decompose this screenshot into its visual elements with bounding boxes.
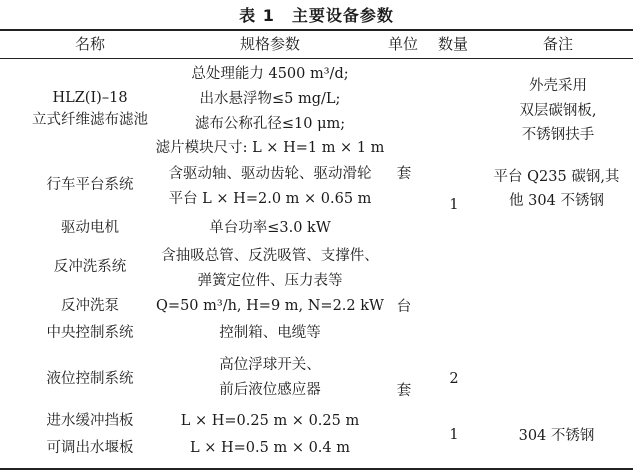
row-hlz-name-2: 立式纤维滤布滤池 — [32, 112, 148, 128]
row-weir-spec: L × H=0.5 m × 0.4 m — [190, 440, 350, 456]
row-backwash-spec-1: 含抽吸总管、反洗吸管、支撑件、 — [161, 248, 379, 264]
row-car-note-1: 平台 Q235 碳钢,其 — [493, 169, 620, 185]
row-control-spec: 控制箱、电缆等 — [219, 325, 321, 341]
table-bottom-rule — [0, 468, 633, 470]
row-weir-name: 可调出水堰板 — [46, 440, 134, 456]
header-note: 备注 — [542, 35, 573, 53]
row-pump-spec: Q=50 m³/h, H=9 m, N=2.2 kW — [156, 298, 384, 314]
row-hlz-note-2: 双层碳钢板, — [519, 103, 597, 119]
row-motor-name: 驱动电机 — [61, 220, 119, 236]
row-level-unit: 套 — [396, 383, 412, 399]
header-qty: 数量 — [437, 35, 468, 53]
row-hlz-note-3: 不锈钢扶手 — [521, 127, 595, 143]
row-motor-spec: 单台功率≤3.0 kW — [209, 220, 331, 236]
row-level-spec-1: 高位浮球开关、 — [219, 357, 321, 373]
header-rule — [0, 58, 633, 59]
row-hlz-note-1: 外壳采用 — [529, 78, 587, 94]
row-hlz-spec-4: 滤片模块尺寸: L × H=1 m × 1 m — [155, 140, 385, 156]
row-pump-unit: 台 — [396, 299, 412, 315]
row-backwash-spec-2: 弹簧定位件、压力表等 — [197, 273, 343, 289]
row-baffle-spec: L × H=0.25 m × 0.25 m — [180, 413, 360, 429]
row-hlz-name-1: HLZ(Ⅰ)–18 — [52, 90, 128, 106]
row-car-unit: 套 — [396, 166, 412, 182]
row-last-qty: 1 — [449, 427, 459, 443]
row-car-spec-1: 含驱动轴、驱动齿轮、驱动滑轮 — [168, 166, 372, 182]
row-baffle-name: 进水缓冲挡板 — [46, 413, 134, 429]
row-hlz-spec-2: 出水悬浮物≤5 mg/L; — [199, 91, 341, 107]
row-car-spec-2: 平台 L × H=2.0 m × 0.65 m — [168, 191, 372, 207]
row-level-name: 液位控制系统 — [46, 371, 134, 387]
row-hlz-spec-3: 滤布公称孔径≤10 μm; — [194, 116, 346, 132]
row-control-name: 中央控制系统 — [46, 325, 134, 341]
row-backwash-name: 反冲洗系统 — [53, 259, 127, 275]
row-pump-name: 反冲洗泵 — [61, 298, 119, 314]
row-car-name: 行车平台系统 — [46, 177, 134, 193]
row-car-qty: 1 — [449, 197, 459, 213]
table-title: 表 1 主要设备参数 — [239, 6, 394, 25]
row-car-note-2: 他 304 不锈钢 — [509, 193, 604, 209]
row-level-qty: 2 — [449, 371, 459, 387]
row-last-note: 304 不锈钢 — [518, 428, 595, 444]
header-name: 名称 — [74, 35, 105, 53]
row-level-spec-2: 前后液位感应器 — [219, 382, 321, 398]
row-hlz-spec-1: 总处理能力 4500 m³/d; — [191, 66, 349, 82]
header-spec: 规格参数 — [239, 35, 300, 53]
header-unit: 单位 — [387, 35, 418, 53]
